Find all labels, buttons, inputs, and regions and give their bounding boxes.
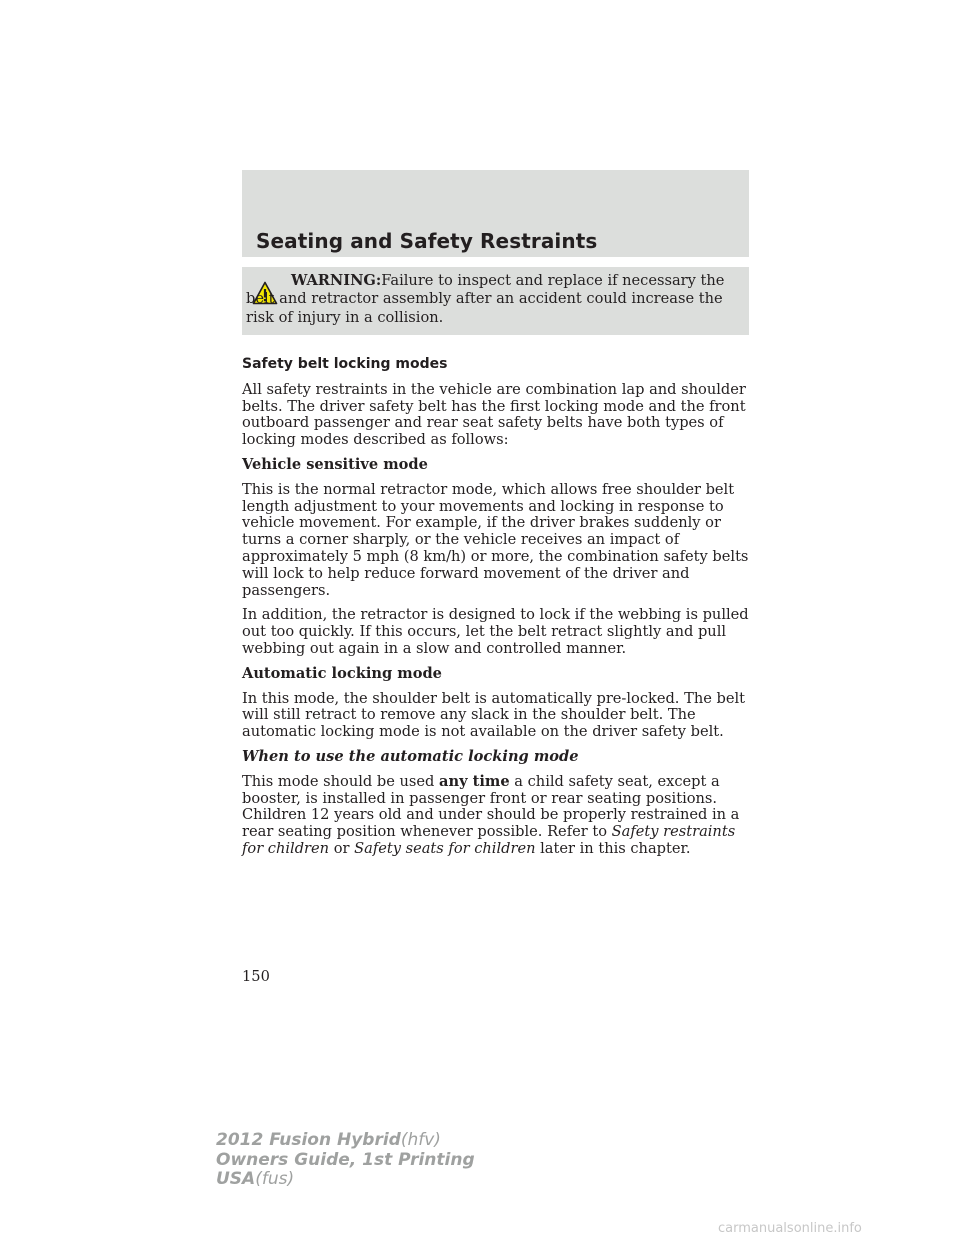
footer-line-3 — [216, 1170, 475, 1190]
footer-market-code: (fus) — [255, 1169, 295, 1189]
warning-text — [246, 272, 746, 327]
when-to-use-paragraph — [242, 774, 750, 858]
body-content — [242, 356, 750, 866]
automatic-locking-heading: Automatic locking mode — [242, 664, 442, 682]
section-heading: Safety belt locking modes — [242, 356, 448, 372]
footer-model: 2012 Fusion Hybrid — [216, 1130, 401, 1150]
when-text-3: or — [329, 839, 355, 857]
automatic-locking-paragraph: In this mode, the shoulder belt is automatically pre-locked. The belt will still retract to remove any slack in the shoulder belt. The automatic locking mode is not available on the driver safety belt. — [242, 689, 746, 741]
publication-footer — [216, 1131, 475, 1190]
footer-line-2: Owners Guide, 1st Printing — [216, 1149, 475, 1170]
retractor-paragraph: In addition, the retractor is designed to lock if the webbing is pulled out too quickly. If this occurs, let the belt retract slightly and pull webbing out again in a slow and controlled manner. — [242, 606, 749, 657]
when-to-use-heading: When to use the automatic locking mode — [242, 747, 579, 765]
vehicle-sensitive-paragraph: This is the normal retractor mode, which allows free shoulder belt length adjustment to your movements and locking in response to vehicle movement. For example, if the driver brakes suddenly or turns a corner sharply, or the vehicle receives an impact of approximately 5 mph (8 km/h) or more, the combination safety belts will lock to help reduce forward movement of the driver and passengers. — [242, 480, 749, 599]
ref-safety-seats-for-children: Safety seats for children — [354, 839, 536, 857]
warning-body: Failure to inspect and replace if necessary the belt and retractor assembly after an accident could increase the risk of injury in a collision. — [246, 272, 725, 326]
when-text-2: a child safety seat, except a booster, is installed in passenger front or rear seating positions. Children 12 years old and under should be properly restrained in a rear seating position whenever possible. Refer to — [242, 772, 740, 841]
section-title: Seating and Safety Restraints — [256, 229, 598, 253]
any-time-emphasis: any time — [439, 772, 510, 790]
page-number: 150 — [242, 968, 270, 985]
watermark: carmanualsonline.info — [718, 1221, 862, 1236]
when-text-4: later in this chapter. — [535, 839, 691, 857]
ref-safety-restraints-for-children: Safety restraints for children — [242, 823, 736, 857]
vehicle-sensitive-heading: Vehicle sensitive mode — [242, 455, 428, 473]
when-text-1: This mode should be used — [242, 772, 440, 790]
intro-paragraph: All safety restraints in the vehicle are combination lap and shoulder belts. The driver safety belt has the first locking mode and the front outboard passenger and rear seat safety belts have both types of locking modes described as follows: — [242, 380, 746, 449]
footer-market: USA — [216, 1169, 256, 1189]
footer-line-1 — [216, 1131, 475, 1151]
footer-model-code: (hfv) — [400, 1130, 441, 1150]
warning-label: WARNING: — [291, 272, 382, 289]
